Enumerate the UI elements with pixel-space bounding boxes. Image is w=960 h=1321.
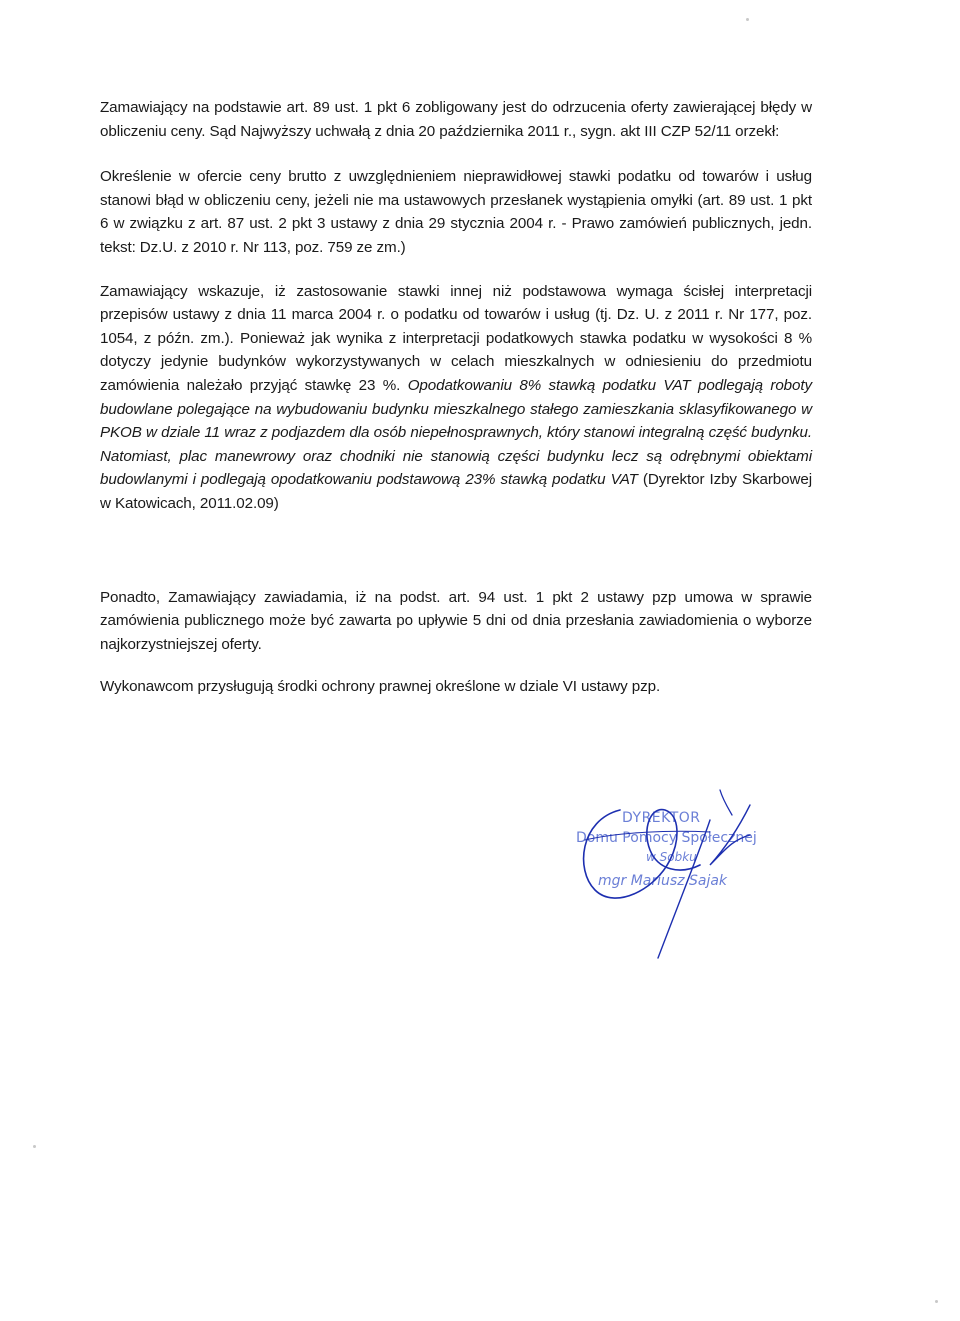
paragraph-tax-interpretation-italic: Opodatkowaniu 8% stawką podatku VAT podlegają roboty budowlane polegające na wybudowaniu budynku mieszkalnego stałego zamieszkania sklasyfikowanego w PKOB w dziale 11 wraz z podjazdem dla osób niepełnosprawnych, który stanowi integralną część budynku. Natomiast, plac manewrowy oraz chodniki nie stanowią części budynku lecz są odrębnymi obiektami budowlanymi i podlegają opodatkowaniu podstawową 23% stawką podatku VAT <box>100 376 812 489</box>
document-body <box>100 96 812 699</box>
handwritten-signature <box>560 780 810 970</box>
stamp-title: DYREKTOR <box>622 810 701 826</box>
scan-speck <box>935 1300 938 1303</box>
paragraph-tax-interpretation-regular: Zamawiający wskazuje, iż zastosowanie stawki innej niż podstawowa wymaga ścisłej interpretacji przepisów ustawy z dnia 11 marca 2004 r. o podatku od towarów i usług (tj. Dz. U. z 2011 r. Nr 177, poz. 1054, z późn. zm.). Ponieważ jak wynika z interpretacji podatkowych stawka podatku w wysokości 8 % dotyczy jedynie budynków wykorzystywanych w celach mieszkalnych w odniesieniu do przedmiotu zamówienia należało przyjąć stawkę 23 %. <box>100 282 812 394</box>
paragraph-court-quote: Określenie w ofercie ceny brutto z uwzględnieniem nieprawidłowej stawki podatku od towarów i usług stanowi błąd w obliczeniu ceny, jeżeli nie ma ustawowych przesłanek wystąpienia omyłki (art. 89 ust. 1 pkt 6 w związku z art. 87 ust. 2 pkt 3 ustawy z dnia 29 stycznia 2004 r. - Prawo zamówień publicznych, jedn. tekst: Dz.U. z 2010 r. Nr 113, poz. 759 ze zm.) <box>100 168 812 256</box>
paragraph-legal-basis: Zamawiający na podstawie art. 89 ust. 1 pkt 6 zobligowany jest do odrzucenia oferty zawierającej błędy w obliczeniu ceny. Sąd Najwyższy uchwałą z dnia 20 października 2011 r., sygn. akt III CZP 52/11 orzekł: <box>100 99 812 140</box>
stamp-signatory-name: mgr Mariusz Sajak <box>598 873 728 889</box>
paragraph-tax-interpretation <box>100 280 812 516</box>
paragraph-tax-interpretation-source: (Dyrektor Izby Skarbowej w Katowicach, 2011.02.09) <box>100 471 812 512</box>
scan-speck <box>746 18 749 21</box>
signature-stamp-block <box>560 780 810 970</box>
stamp-institution: Domu Pomocy Społecznej <box>576 830 757 846</box>
scan-speck <box>33 1145 36 1148</box>
stamp-location: w Sobku <box>646 850 697 864</box>
paragraph-legal-remedies: Wykonawcom przysługują środki ochrony prawnej określone w dziale VI ustawy pzp. <box>100 678 661 696</box>
paragraph-contract-notice: Ponadto, Zamawiający zawiadamia, iż na podst. art. 94 ust. 1 pkt 2 ustawy pzp umowa w sprawie zamówienia publicznego może być zawarta po upływie 5 dni od dnia przesłania zawiadomienia o wyborze najkorzystniejszej oferty. <box>100 588 812 653</box>
